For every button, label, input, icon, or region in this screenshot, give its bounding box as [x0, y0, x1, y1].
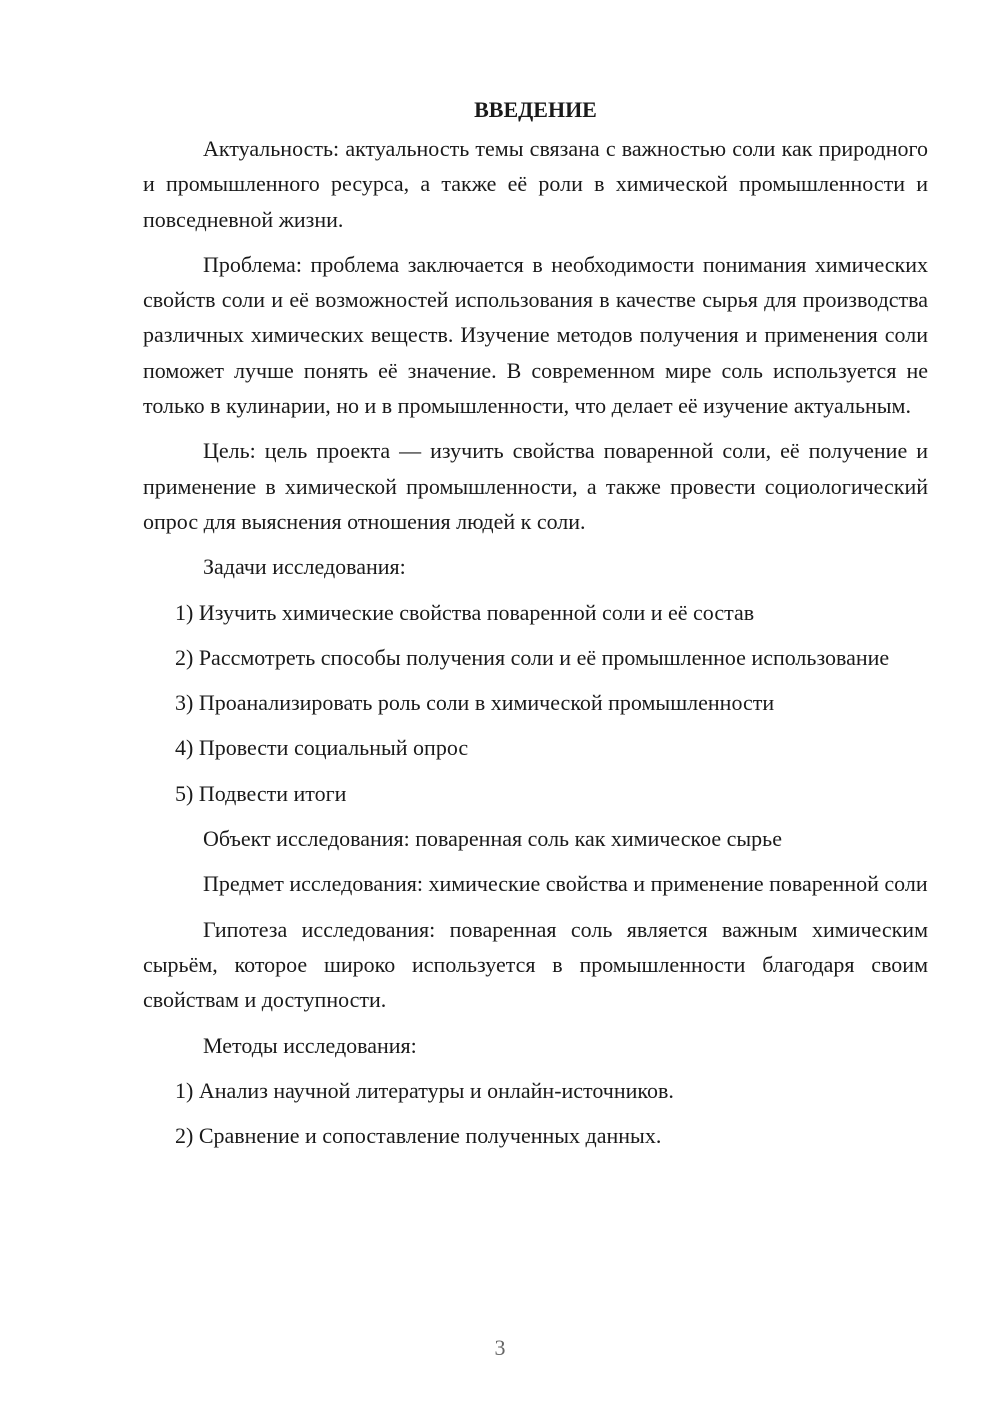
methods-title: Методы исследования:	[203, 1032, 417, 1058]
section-heading: ВВЕДЕНИЕ	[474, 97, 597, 122]
task-item: 4) Провести социальный опрос	[175, 735, 469, 761]
goal-paragraph: Цель: цель проекта — изучить свойства поваренной соли, её получение и применение в химической промышленности, а также провести социологический опрос для выяснения отношения людей к соли.	[143, 438, 928, 534]
relevance-paragraph: Актуальность: актуальность темы связана с важностью соли как природного и промышленного ресурса, а также её роли в химической промышленности и повседневной жизни.	[143, 136, 928, 232]
task-item: 5) Подвести итоги	[175, 780, 347, 806]
tasks-title: Задачи исследования:	[203, 554, 406, 580]
subject-paragraph: Предмет исследования: химические свойства и применение поваренной соли	[203, 871, 928, 897]
object-paragraph: Объект исследования: поваренная соль как химическое сырье	[203, 826, 782, 852]
page-number: 3	[494, 1335, 506, 1360]
method-item: 2) Сравнение и сопоставление полученных данных.	[175, 1123, 662, 1149]
hypothesis-paragraph: Гипотеза исследования: поваренная соль является важным химическим сырьём, которое широко используется в промышленности благодаря своим свойствам и доступности.	[143, 916, 928, 1013]
problem-paragraph: Проблема: проблема заключается в необходимости понимания химических свойств соли и её возможностей использования в качестве сырья для производства различных химических веществ. Изучение методов получения и применения соли поможет лучше понять её значение. В современном мире соль используется не только в кулинарии, но и в промышленности, что делает её изучение актуальным.	[143, 251, 928, 419]
task-item: 1) Изучить химические свойства поваренной соли и её состав	[175, 599, 755, 625]
document-page	[143, 92, 928, 1163]
task-item: 2) Рассмотреть способы получения соли и её промышленное использование	[175, 644, 890, 670]
task-item: 3) Проанализировать роль соли в химической промышленности	[175, 690, 775, 716]
method-item: 1) Анализ научной литературы и онлайн-источников.	[175, 1077, 674, 1103]
